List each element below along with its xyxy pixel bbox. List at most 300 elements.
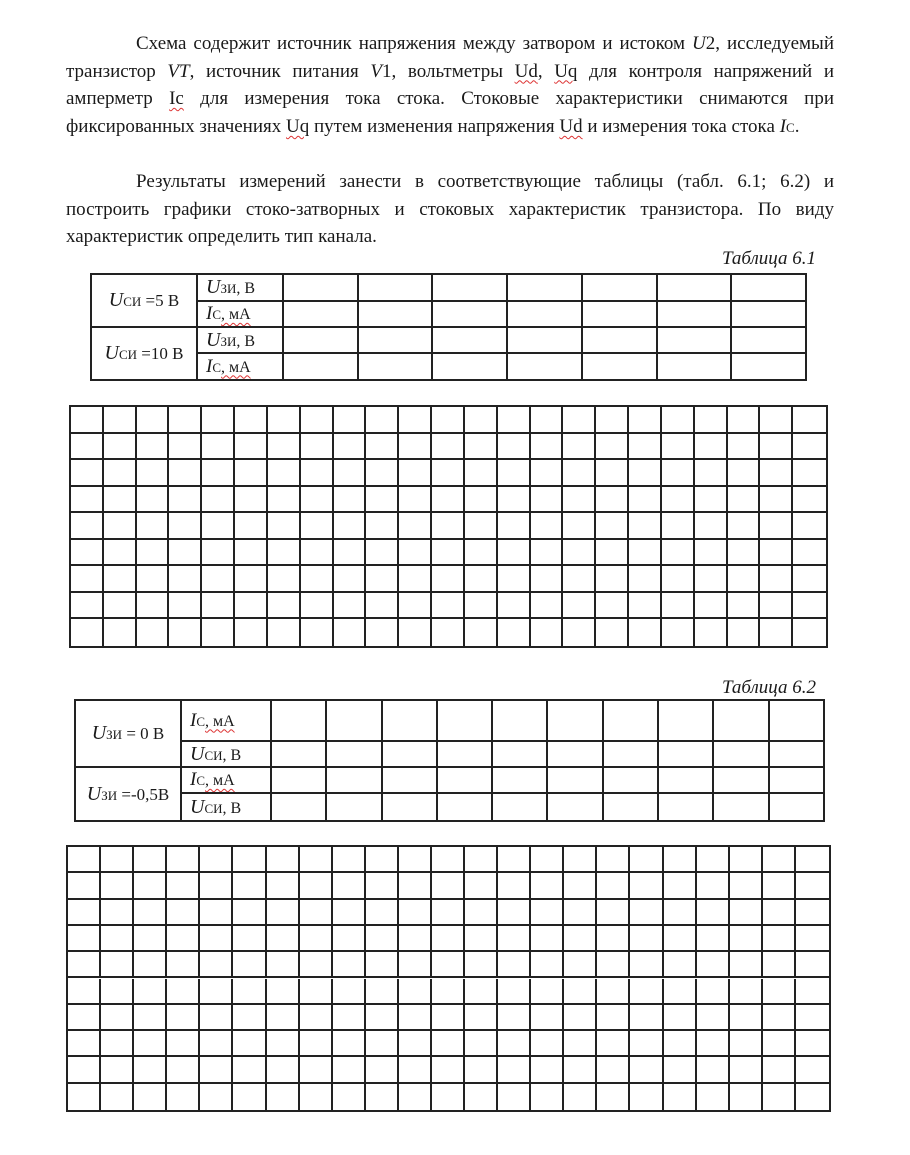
text: , источник питания bbox=[189, 60, 371, 82]
data-cell[interactable] bbox=[326, 741, 381, 767]
data-cell[interactable] bbox=[657, 274, 732, 301]
grid-cell bbox=[432, 540, 465, 567]
data-cell[interactable] bbox=[769, 767, 824, 793]
data-cell[interactable] bbox=[603, 700, 658, 741]
grid-cell bbox=[432, 1084, 465, 1110]
data-cell[interactable] bbox=[437, 767, 492, 793]
unit: , В bbox=[222, 799, 242, 817]
text: исследуемый транзистор bbox=[66, 33, 834, 82]
grid-cell bbox=[597, 1005, 630, 1031]
symbol: U bbox=[91, 722, 107, 744]
data-cell[interactable] bbox=[283, 301, 358, 327]
data-cell[interactable] bbox=[271, 741, 326, 767]
grid-cell bbox=[169, 593, 202, 620]
grid-cell bbox=[366, 593, 399, 620]
data-cell[interactable] bbox=[658, 741, 713, 767]
grid-cell bbox=[564, 873, 597, 899]
data-cell[interactable] bbox=[582, 301, 657, 327]
grid-cell bbox=[137, 513, 170, 540]
grid-cell bbox=[695, 407, 728, 434]
grid-cell bbox=[333, 1084, 366, 1110]
symbol: U bbox=[206, 328, 221, 351]
grid-cell bbox=[796, 979, 829, 1005]
grid-cell bbox=[399, 1057, 432, 1083]
data-cell[interactable] bbox=[326, 767, 381, 793]
grid-cell bbox=[728, 460, 761, 487]
unit: , мА bbox=[205, 712, 235, 730]
grid-cell bbox=[300, 1005, 333, 1031]
row-label bbox=[197, 353, 283, 380]
grid-cell bbox=[498, 979, 531, 1005]
grid-cell bbox=[366, 1057, 399, 1083]
grid-cell bbox=[169, 513, 202, 540]
grid-cell bbox=[432, 619, 465, 646]
symbol: I bbox=[190, 709, 197, 731]
data-cell[interactable] bbox=[283, 327, 358, 353]
grid-cell bbox=[763, 873, 796, 899]
data-cell[interactable] bbox=[382, 700, 437, 741]
grid-cell bbox=[432, 434, 465, 461]
grid-cell bbox=[366, 1084, 399, 1110]
grid-cell bbox=[498, 460, 531, 487]
grid-cell bbox=[399, 619, 432, 646]
grid-cell bbox=[104, 407, 137, 434]
grid-cell bbox=[167, 926, 200, 952]
grid-cell bbox=[730, 847, 763, 873]
grid-cell bbox=[563, 407, 596, 434]
grid-cell bbox=[399, 566, 432, 593]
data-cell[interactable] bbox=[507, 301, 582, 327]
symbol: U bbox=[190, 742, 205, 765]
grid-cell bbox=[630, 1005, 663, 1031]
grid-cell bbox=[563, 593, 596, 620]
grid-cell bbox=[235, 619, 268, 646]
grid-cell bbox=[333, 979, 366, 1005]
group-label bbox=[75, 767, 181, 821]
grid-cell bbox=[498, 566, 531, 593]
symbol: U bbox=[190, 795, 205, 818]
grid-cell bbox=[366, 566, 399, 593]
value: =-0,5В bbox=[117, 784, 170, 804]
grid-cell bbox=[366, 847, 399, 873]
grid-cell bbox=[763, 900, 796, 926]
data-cell[interactable] bbox=[658, 700, 713, 741]
grid-cell bbox=[267, 1005, 300, 1031]
grid-cell bbox=[366, 487, 399, 514]
data-cell[interactable] bbox=[283, 353, 358, 380]
grid-cell bbox=[531, 1084, 564, 1110]
data-cell[interactable] bbox=[492, 793, 547, 821]
data-cell[interactable] bbox=[658, 767, 713, 793]
grid-cell bbox=[664, 926, 697, 952]
grid-cell bbox=[301, 593, 334, 620]
data-cell[interactable] bbox=[731, 353, 806, 380]
grid-cell bbox=[432, 873, 465, 899]
grid-cell bbox=[465, 873, 498, 899]
data-cell[interactable] bbox=[437, 741, 492, 767]
data-cell[interactable] bbox=[432, 274, 507, 301]
grid-cell bbox=[630, 926, 663, 952]
grid-cell bbox=[531, 1031, 564, 1057]
grid-cell bbox=[366, 926, 399, 952]
grid-cell bbox=[333, 952, 366, 978]
grid-cell bbox=[597, 1031, 630, 1057]
grid-cell bbox=[169, 407, 202, 434]
grid-cell bbox=[728, 593, 761, 620]
grid-cell bbox=[629, 487, 662, 514]
grid-cell bbox=[596, 513, 629, 540]
grid-cell bbox=[728, 513, 761, 540]
grid-cell bbox=[300, 926, 333, 952]
grid-cell bbox=[71, 619, 104, 646]
grid-cell bbox=[235, 407, 268, 434]
data-cell[interactable] bbox=[658, 793, 713, 821]
grid-cell bbox=[432, 460, 465, 487]
table-6-1-caption: Таблица 6.1 bbox=[722, 248, 816, 269]
grid-cell bbox=[531, 847, 564, 873]
grid-cell bbox=[68, 1031, 101, 1057]
grid-cell bbox=[760, 593, 793, 620]
data-cell[interactable] bbox=[358, 327, 433, 353]
data-cell[interactable] bbox=[271, 700, 326, 741]
grid-cell bbox=[267, 979, 300, 1005]
data-cell[interactable] bbox=[547, 793, 602, 821]
grid-cell bbox=[730, 1057, 763, 1083]
grid-cell bbox=[134, 873, 167, 899]
grid-cell bbox=[763, 847, 796, 873]
grid-cell bbox=[167, 1057, 200, 1083]
grid-cell bbox=[664, 900, 697, 926]
grid-cell bbox=[597, 873, 630, 899]
symbol: I bbox=[206, 303, 213, 324]
data-cell[interactable] bbox=[326, 793, 381, 821]
grid-cell bbox=[233, 1005, 266, 1031]
grid-cell bbox=[104, 540, 137, 567]
data-cell[interactable] bbox=[603, 741, 658, 767]
data-cell[interactable] bbox=[582, 353, 657, 380]
grid-cell bbox=[268, 513, 301, 540]
grid-cell bbox=[68, 1084, 101, 1110]
grid-cell bbox=[233, 1031, 266, 1057]
grid-cell bbox=[300, 847, 333, 873]
grid-cell bbox=[563, 434, 596, 461]
data-cell[interactable] bbox=[492, 767, 547, 793]
data-cell[interactable] bbox=[358, 274, 433, 301]
data-cell[interactable] bbox=[432, 301, 507, 327]
grid-cell bbox=[267, 1084, 300, 1110]
value: =10 В bbox=[137, 344, 184, 363]
symbol-u2: U bbox=[692, 33, 706, 54]
data-cell[interactable] bbox=[769, 700, 824, 741]
grid-cell bbox=[630, 979, 663, 1005]
unit: , мА bbox=[205, 772, 235, 789]
grid-cell bbox=[202, 540, 235, 567]
grid-cell bbox=[730, 1084, 763, 1110]
data-cell[interactable] bbox=[358, 353, 433, 380]
grid-cell bbox=[104, 460, 137, 487]
grid-cell bbox=[630, 1057, 663, 1083]
grid-cell bbox=[301, 487, 334, 514]
grid-cell bbox=[662, 566, 695, 593]
grid-cell bbox=[101, 873, 134, 899]
data-cell[interactable] bbox=[657, 327, 732, 353]
data-cell[interactable] bbox=[713, 793, 768, 821]
data-cell[interactable] bbox=[271, 767, 326, 793]
grid-cell bbox=[662, 593, 695, 620]
text: вольтметры bbox=[396, 60, 515, 82]
grid-cell bbox=[793, 460, 826, 487]
grid-cell bbox=[630, 900, 663, 926]
grid-cell bbox=[101, 1084, 134, 1110]
grid-cell bbox=[399, 1005, 432, 1031]
grid-cell bbox=[233, 873, 266, 899]
data-cell[interactable] bbox=[769, 741, 824, 767]
grid-cell bbox=[498, 487, 531, 514]
grid-cell bbox=[233, 900, 266, 926]
data-cell[interactable] bbox=[731, 301, 806, 327]
unit: , мА bbox=[221, 306, 251, 323]
row-label bbox=[181, 793, 271, 821]
table-row bbox=[91, 274, 806, 301]
grid-cell bbox=[597, 1084, 630, 1110]
data-cell[interactable] bbox=[432, 327, 507, 353]
data-cell[interactable] bbox=[382, 793, 437, 821]
grid-cell bbox=[101, 847, 134, 873]
grid-cell bbox=[498, 513, 531, 540]
data-cell[interactable] bbox=[507, 327, 582, 353]
data-cell[interactable] bbox=[582, 274, 657, 301]
text: . bbox=[794, 115, 800, 137]
graph-grid-1 bbox=[69, 405, 828, 648]
table-6-1 bbox=[90, 273, 807, 381]
grid-cell bbox=[167, 847, 200, 873]
grid-cell bbox=[301, 540, 334, 567]
data-cell[interactable] bbox=[547, 741, 602, 767]
grid-cell bbox=[432, 1005, 465, 1031]
value: =5 В bbox=[141, 291, 180, 310]
grid-cell bbox=[596, 566, 629, 593]
grid-cell bbox=[134, 979, 167, 1005]
data-cell[interactable] bbox=[382, 741, 437, 767]
grid-cell bbox=[465, 513, 498, 540]
grid-cell bbox=[235, 513, 268, 540]
symbol-ud: Ud bbox=[559, 115, 583, 137]
grid-cell bbox=[728, 407, 761, 434]
grid-cell bbox=[134, 952, 167, 978]
row-label bbox=[197, 301, 283, 327]
data-cell[interactable] bbox=[547, 767, 602, 793]
data-cell[interactable] bbox=[271, 793, 326, 821]
symbol: I bbox=[190, 769, 197, 790]
grid-cell bbox=[71, 513, 104, 540]
paragraph-circuit-description bbox=[66, 30, 834, 141]
grid-cell bbox=[597, 979, 630, 1005]
data-cell[interactable] bbox=[547, 700, 602, 741]
grid-cell bbox=[664, 1031, 697, 1057]
grid-cell bbox=[268, 566, 301, 593]
data-cell[interactable] bbox=[437, 700, 492, 741]
grid-cell bbox=[695, 487, 728, 514]
grid-cell bbox=[200, 926, 233, 952]
grid-cell bbox=[596, 540, 629, 567]
text: Схема содержит источник напряжения между затвором и истоком bbox=[136, 33, 693, 54]
data-cell[interactable] bbox=[731, 327, 806, 353]
table-row bbox=[91, 301, 806, 327]
grid-cell bbox=[268, 407, 301, 434]
grid-cell bbox=[563, 566, 596, 593]
grid-cell bbox=[399, 407, 432, 434]
grid-cell bbox=[432, 487, 465, 514]
grid-cell bbox=[68, 873, 101, 899]
grid-cell bbox=[233, 979, 266, 1005]
grid-cell bbox=[793, 593, 826, 620]
data-cell[interactable] bbox=[358, 301, 433, 327]
data-cell[interactable] bbox=[507, 274, 582, 301]
grid-cell bbox=[399, 540, 432, 567]
data-cell[interactable] bbox=[713, 767, 768, 793]
grid-cell bbox=[399, 513, 432, 540]
subscript: СИ bbox=[118, 347, 138, 362]
data-cell[interactable] bbox=[603, 793, 658, 821]
grid-cell bbox=[399, 926, 432, 952]
grid-cell bbox=[202, 434, 235, 461]
grid-cell bbox=[137, 566, 170, 593]
grid-cell bbox=[630, 1084, 663, 1110]
data-cell[interactable] bbox=[713, 700, 768, 741]
data-cell[interactable] bbox=[657, 353, 732, 380]
grid-cell bbox=[531, 460, 564, 487]
grid-cell bbox=[796, 1005, 829, 1031]
data-cell[interactable] bbox=[492, 700, 547, 741]
grid-cell bbox=[268, 434, 301, 461]
text: для контроля напряжений и амперметр bbox=[66, 60, 834, 110]
text: и измерения тока стока bbox=[582, 115, 780, 137]
grid-cell bbox=[730, 1005, 763, 1031]
grid-cell bbox=[134, 1084, 167, 1110]
grid-cell bbox=[695, 593, 728, 620]
row-label bbox=[197, 274, 283, 301]
grid-cell bbox=[71, 593, 104, 620]
data-cell[interactable] bbox=[769, 793, 824, 821]
grid-cell bbox=[334, 540, 367, 567]
grid-cell bbox=[268, 619, 301, 646]
symbol-ud: Ud bbox=[514, 60, 538, 82]
grid-cell bbox=[796, 1084, 829, 1110]
data-cell[interactable] bbox=[382, 767, 437, 793]
table-row bbox=[91, 353, 806, 380]
grid-cell bbox=[763, 1005, 796, 1031]
grid-cell bbox=[531, 979, 564, 1005]
grid-cell bbox=[432, 1057, 465, 1083]
data-cell[interactable] bbox=[437, 793, 492, 821]
grid-cell bbox=[760, 407, 793, 434]
grid-cell bbox=[697, 873, 730, 899]
data-cell[interactable] bbox=[603, 767, 658, 793]
grid-cell bbox=[399, 593, 432, 620]
grid-cell bbox=[695, 434, 728, 461]
grid-cell bbox=[202, 593, 235, 620]
data-cell[interactable] bbox=[326, 700, 381, 741]
grid-cell bbox=[333, 900, 366, 926]
grid-cell bbox=[366, 1031, 399, 1057]
grid-cell bbox=[334, 593, 367, 620]
grid-cell bbox=[564, 926, 597, 952]
unit: , В bbox=[236, 332, 256, 350]
grid-cell bbox=[793, 407, 826, 434]
group-label bbox=[75, 700, 181, 767]
data-cell[interactable] bbox=[492, 741, 547, 767]
data-cell[interactable] bbox=[731, 274, 806, 301]
subscript: С bbox=[196, 713, 205, 729]
grid-cell bbox=[531, 1005, 564, 1031]
data-cell[interactable] bbox=[432, 353, 507, 380]
row-label bbox=[197, 327, 283, 353]
grid-cell bbox=[662, 434, 695, 461]
data-cell[interactable] bbox=[507, 353, 582, 380]
grid-cell bbox=[564, 1084, 597, 1110]
grid-cell bbox=[695, 460, 728, 487]
grid-cell bbox=[728, 487, 761, 514]
grid-cell bbox=[432, 952, 465, 978]
grid-cell bbox=[235, 487, 268, 514]
grid-cell bbox=[202, 407, 235, 434]
grid-cell bbox=[68, 900, 101, 926]
grid-cell bbox=[793, 566, 826, 593]
grid-cell bbox=[564, 847, 597, 873]
grid-cell bbox=[300, 873, 333, 899]
grid-cell bbox=[664, 847, 697, 873]
grid-cell bbox=[596, 407, 629, 434]
data-cell[interactable] bbox=[657, 301, 732, 327]
data-cell[interactable] bbox=[713, 741, 768, 767]
grid-cell bbox=[101, 926, 134, 952]
grid-cell bbox=[300, 900, 333, 926]
grid-cell bbox=[465, 460, 498, 487]
grid-cell bbox=[134, 1005, 167, 1031]
grid-cell bbox=[137, 487, 170, 514]
grid-cell bbox=[697, 847, 730, 873]
grid-cell bbox=[167, 1005, 200, 1031]
grid-cell bbox=[432, 513, 465, 540]
grid-cell bbox=[399, 979, 432, 1005]
text: 1, bbox=[382, 60, 397, 82]
grid-cell bbox=[697, 900, 730, 926]
data-cell[interactable] bbox=[283, 274, 358, 301]
grid-cell bbox=[531, 407, 564, 434]
grid-cell bbox=[134, 1057, 167, 1083]
grid-cell bbox=[233, 1084, 266, 1110]
grid-cell bbox=[169, 434, 202, 461]
data-cell[interactable] bbox=[582, 327, 657, 353]
row-label bbox=[181, 741, 271, 767]
grid-cell bbox=[498, 847, 531, 873]
grid-cell bbox=[465, 619, 498, 646]
grid-cell bbox=[334, 487, 367, 514]
grid-cell bbox=[137, 460, 170, 487]
grid-cell bbox=[498, 593, 531, 620]
grid-cell bbox=[664, 979, 697, 1005]
grid-cell bbox=[465, 1057, 498, 1083]
grid-cell bbox=[233, 926, 266, 952]
grid-cell bbox=[662, 487, 695, 514]
subscript: ЗИ bbox=[220, 281, 237, 296]
subscript: СИ bbox=[204, 800, 223, 816]
grid-cell bbox=[697, 979, 730, 1005]
grid-cell bbox=[301, 407, 334, 434]
grid-cell bbox=[728, 540, 761, 567]
grid-cell bbox=[664, 1057, 697, 1083]
grid-cell bbox=[432, 926, 465, 952]
